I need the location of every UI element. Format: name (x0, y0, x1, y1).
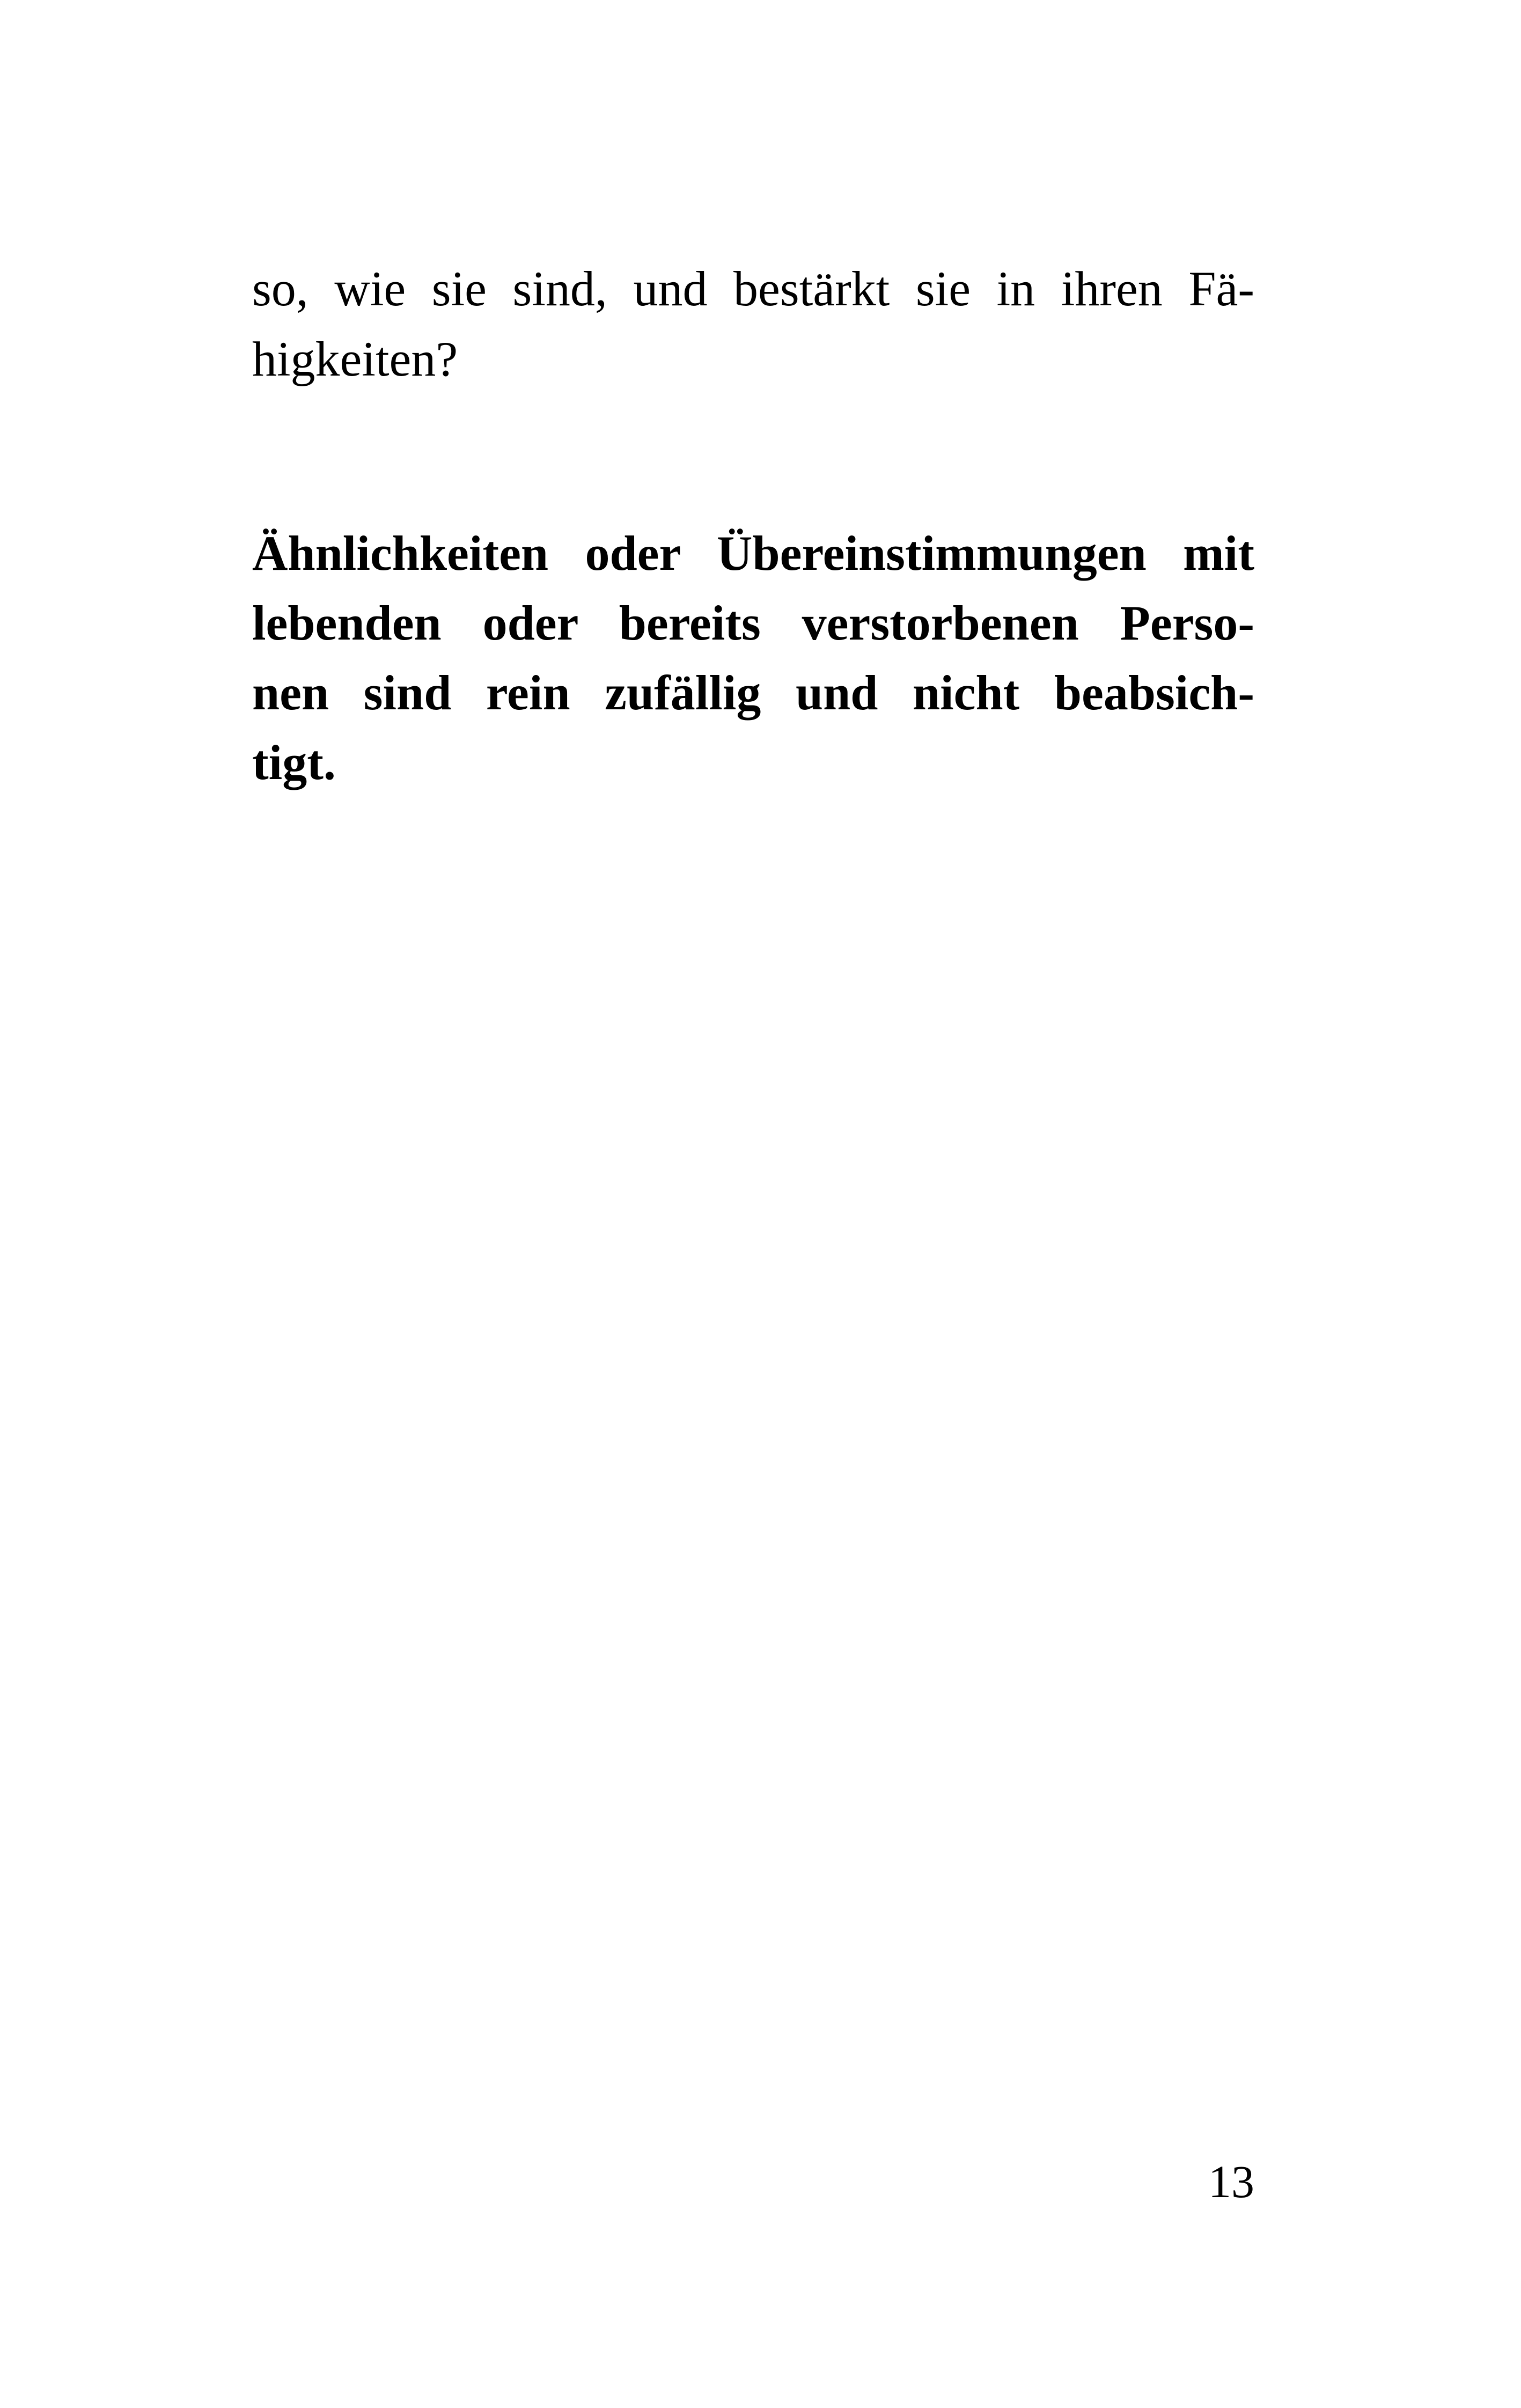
body-line-2: higkeiten? (252, 332, 458, 386)
disclaimer-line-1: Ähnlichkeiten oder Übereinstimmungen mit (252, 526, 1254, 581)
disclaimer-line-4: tigt. (252, 735, 336, 790)
page-number: 13 (1208, 2156, 1254, 2207)
disclaimer-line-3: nen sind rein zufällig und nicht beabsich- (252, 665, 1254, 720)
disclaimer-line-2: lebenden oder bereits verstorbenen Perso- (252, 596, 1254, 650)
body-line-1: so, wie sie sind, und bestärkt sie in ihren Fä- (252, 261, 1254, 316)
